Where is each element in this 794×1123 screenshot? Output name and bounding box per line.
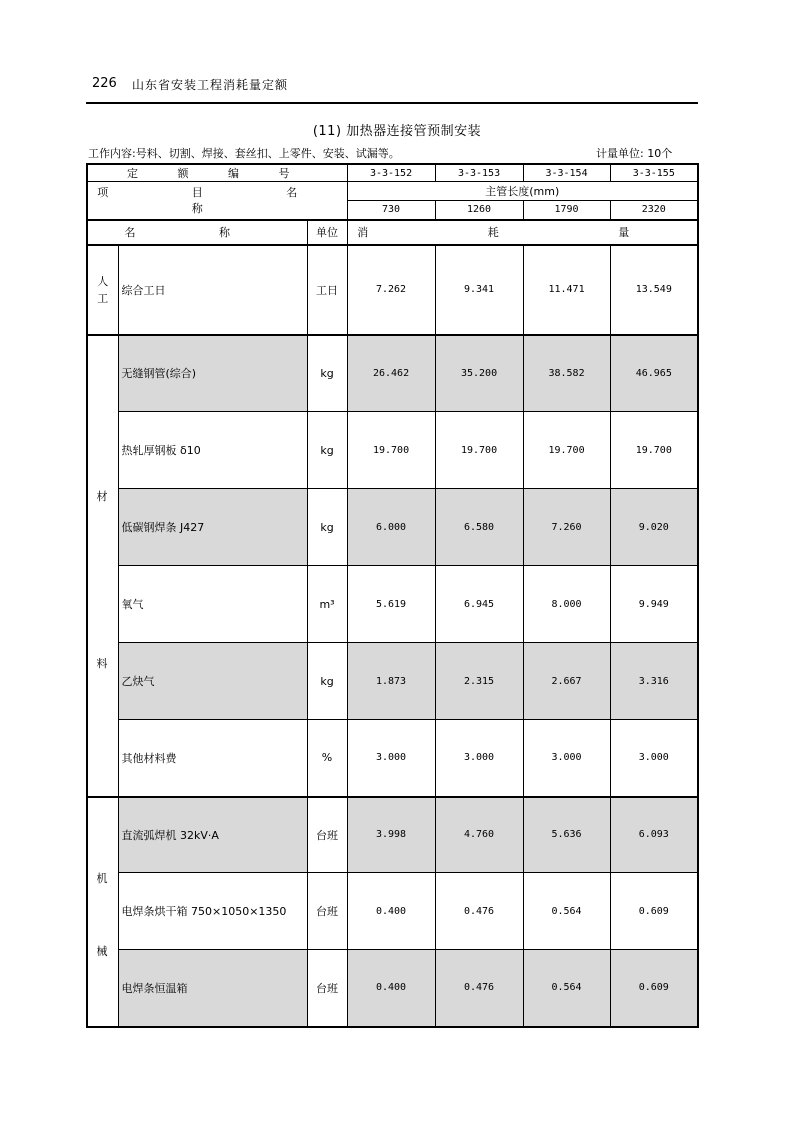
quota-code-label: 定 额 编 号 <box>87 164 347 182</box>
item-name: 直流弧焊机 32kV·A <box>118 797 307 873</box>
item-value: 38.582 <box>523 335 610 412</box>
item-value: 19.700 <box>347 412 435 489</box>
param-value: 2320 <box>610 201 698 220</box>
item-value: 46.965 <box>610 335 698 412</box>
item-unit: 台班 <box>307 797 347 873</box>
item-value: 3.000 <box>435 720 523 797</box>
item-value: 0.400 <box>347 950 435 1027</box>
item-value: 3.998 <box>347 797 435 873</box>
category-material-top: 材 <box>96 490 108 503</box>
category-labor: 人 工 <box>87 245 118 335</box>
item-name: 其他材料费 <box>118 720 307 797</box>
quota-code-row <box>87 164 698 182</box>
item-value: 9.949 <box>610 566 698 643</box>
item-unit: 台班 <box>307 873 347 950</box>
item-name: 氧气 <box>118 566 307 643</box>
item-unit: 工日 <box>307 245 347 335</box>
param-label: 主管长度(mm) <box>347 182 698 201</box>
item-value: 35.200 <box>435 335 523 412</box>
quota-table <box>86 163 699 1028</box>
item-value: 0.564 <box>523 950 610 1027</box>
quota-code: 3-3-153 <box>435 164 523 182</box>
item-value: 19.700 <box>523 412 610 489</box>
column-header-row <box>87 220 698 245</box>
item-value: 7.262 <box>347 245 435 335</box>
work-content: 工作内容:号料、切割、焊接、套丝扣、上零件、安装、试漏等。 <box>88 147 400 160</box>
item-value: 3.000 <box>610 720 698 797</box>
item-value: 6.580 <box>435 489 523 566</box>
item-unit: % <box>307 720 347 797</box>
section-title: (11) 加热器连接管预制安装 <box>312 124 482 139</box>
quota-code: 3-3-152 <box>347 164 435 182</box>
table-row <box>87 566 698 643</box>
category-material <box>87 335 118 797</box>
item-value: 19.700 <box>610 412 698 489</box>
table-row <box>87 950 698 1027</box>
item-value: 0.564 <box>523 873 610 950</box>
col-name-header: 名 称 <box>87 220 307 245</box>
item-value: 0.609 <box>610 950 698 1027</box>
item-name: 电焊条恒温箱 <box>118 950 307 1027</box>
item-unit: kg <box>307 643 347 720</box>
quota-code: 3-3-155 <box>610 164 698 182</box>
item-value: 13.549 <box>610 245 698 335</box>
item-value: 5.636 <box>523 797 610 873</box>
item-name: 电焊条烘干箱 750×1050×1350 <box>118 873 307 950</box>
book-title: 山东省安装工程消耗量定额 <box>132 78 289 92</box>
table-row <box>87 873 698 950</box>
table-row <box>87 412 698 489</box>
item-value: 6.000 <box>347 489 435 566</box>
item-value: 11.471 <box>523 245 610 335</box>
item-value: 3.316 <box>610 643 698 720</box>
item-unit: m³ <box>307 566 347 643</box>
unit-note: 计量单位: 10个 <box>596 147 673 160</box>
item-value: 6.945 <box>435 566 523 643</box>
item-value: 1.873 <box>347 643 435 720</box>
category-material-bottom: 料 <box>96 657 108 670</box>
category-machinery-top: 机 <box>96 872 108 885</box>
table-row <box>87 245 698 335</box>
item-value: 6.093 <box>610 797 698 873</box>
category-machinery <box>87 797 118 1027</box>
page-number: 226 <box>92 76 117 91</box>
item-value: 19.700 <box>435 412 523 489</box>
item-name: 热轧厚钢板 δ10 <box>118 412 307 489</box>
item-value: 7.260 <box>523 489 610 566</box>
item-name-label: 项 目 名 称 <box>87 182 347 220</box>
item-value: 5.619 <box>347 566 435 643</box>
table-row <box>87 720 698 797</box>
item-name: 低碳钢焊条 J427 <box>118 489 307 566</box>
quota-code: 3-3-154 <box>523 164 610 182</box>
table-row <box>87 335 698 412</box>
item-unit: kg <box>307 489 347 566</box>
item-value: 0.476 <box>435 950 523 1027</box>
param-label-row <box>87 182 698 201</box>
col-unit-header: 单位 <box>307 220 347 245</box>
item-value: 2.667 <box>523 643 610 720</box>
item-name: 综合工日 <box>118 245 307 335</box>
item-value: 0.609 <box>610 873 698 950</box>
item-value: 4.760 <box>435 797 523 873</box>
item-value: 2.315 <box>435 643 523 720</box>
category-machinery-bottom: 械 <box>96 945 108 958</box>
param-value: 730 <box>347 201 435 220</box>
item-value: 8.000 <box>523 566 610 643</box>
col-consumption-header: 消 耗 量 <box>347 220 698 245</box>
item-value: 9.341 <box>435 245 523 335</box>
item-value: 26.462 <box>347 335 435 412</box>
item-value: 3.000 <box>523 720 610 797</box>
item-name: 无缝钢管(综合) <box>118 335 307 412</box>
item-value: 0.476 <box>435 873 523 950</box>
table-row <box>87 643 698 720</box>
page-header <box>86 72 698 104</box>
item-unit: kg <box>307 412 347 489</box>
param-value: 1260 <box>435 201 523 220</box>
item-value: 0.400 <box>347 873 435 950</box>
item-unit: 台班 <box>307 950 347 1027</box>
table-row <box>87 489 698 566</box>
item-value: 9.020 <box>610 489 698 566</box>
param-value: 1790 <box>523 201 610 220</box>
item-unit: kg <box>307 335 347 412</box>
item-value: 3.000 <box>347 720 435 797</box>
table-row <box>87 797 698 873</box>
item-name: 乙炔气 <box>118 643 307 720</box>
